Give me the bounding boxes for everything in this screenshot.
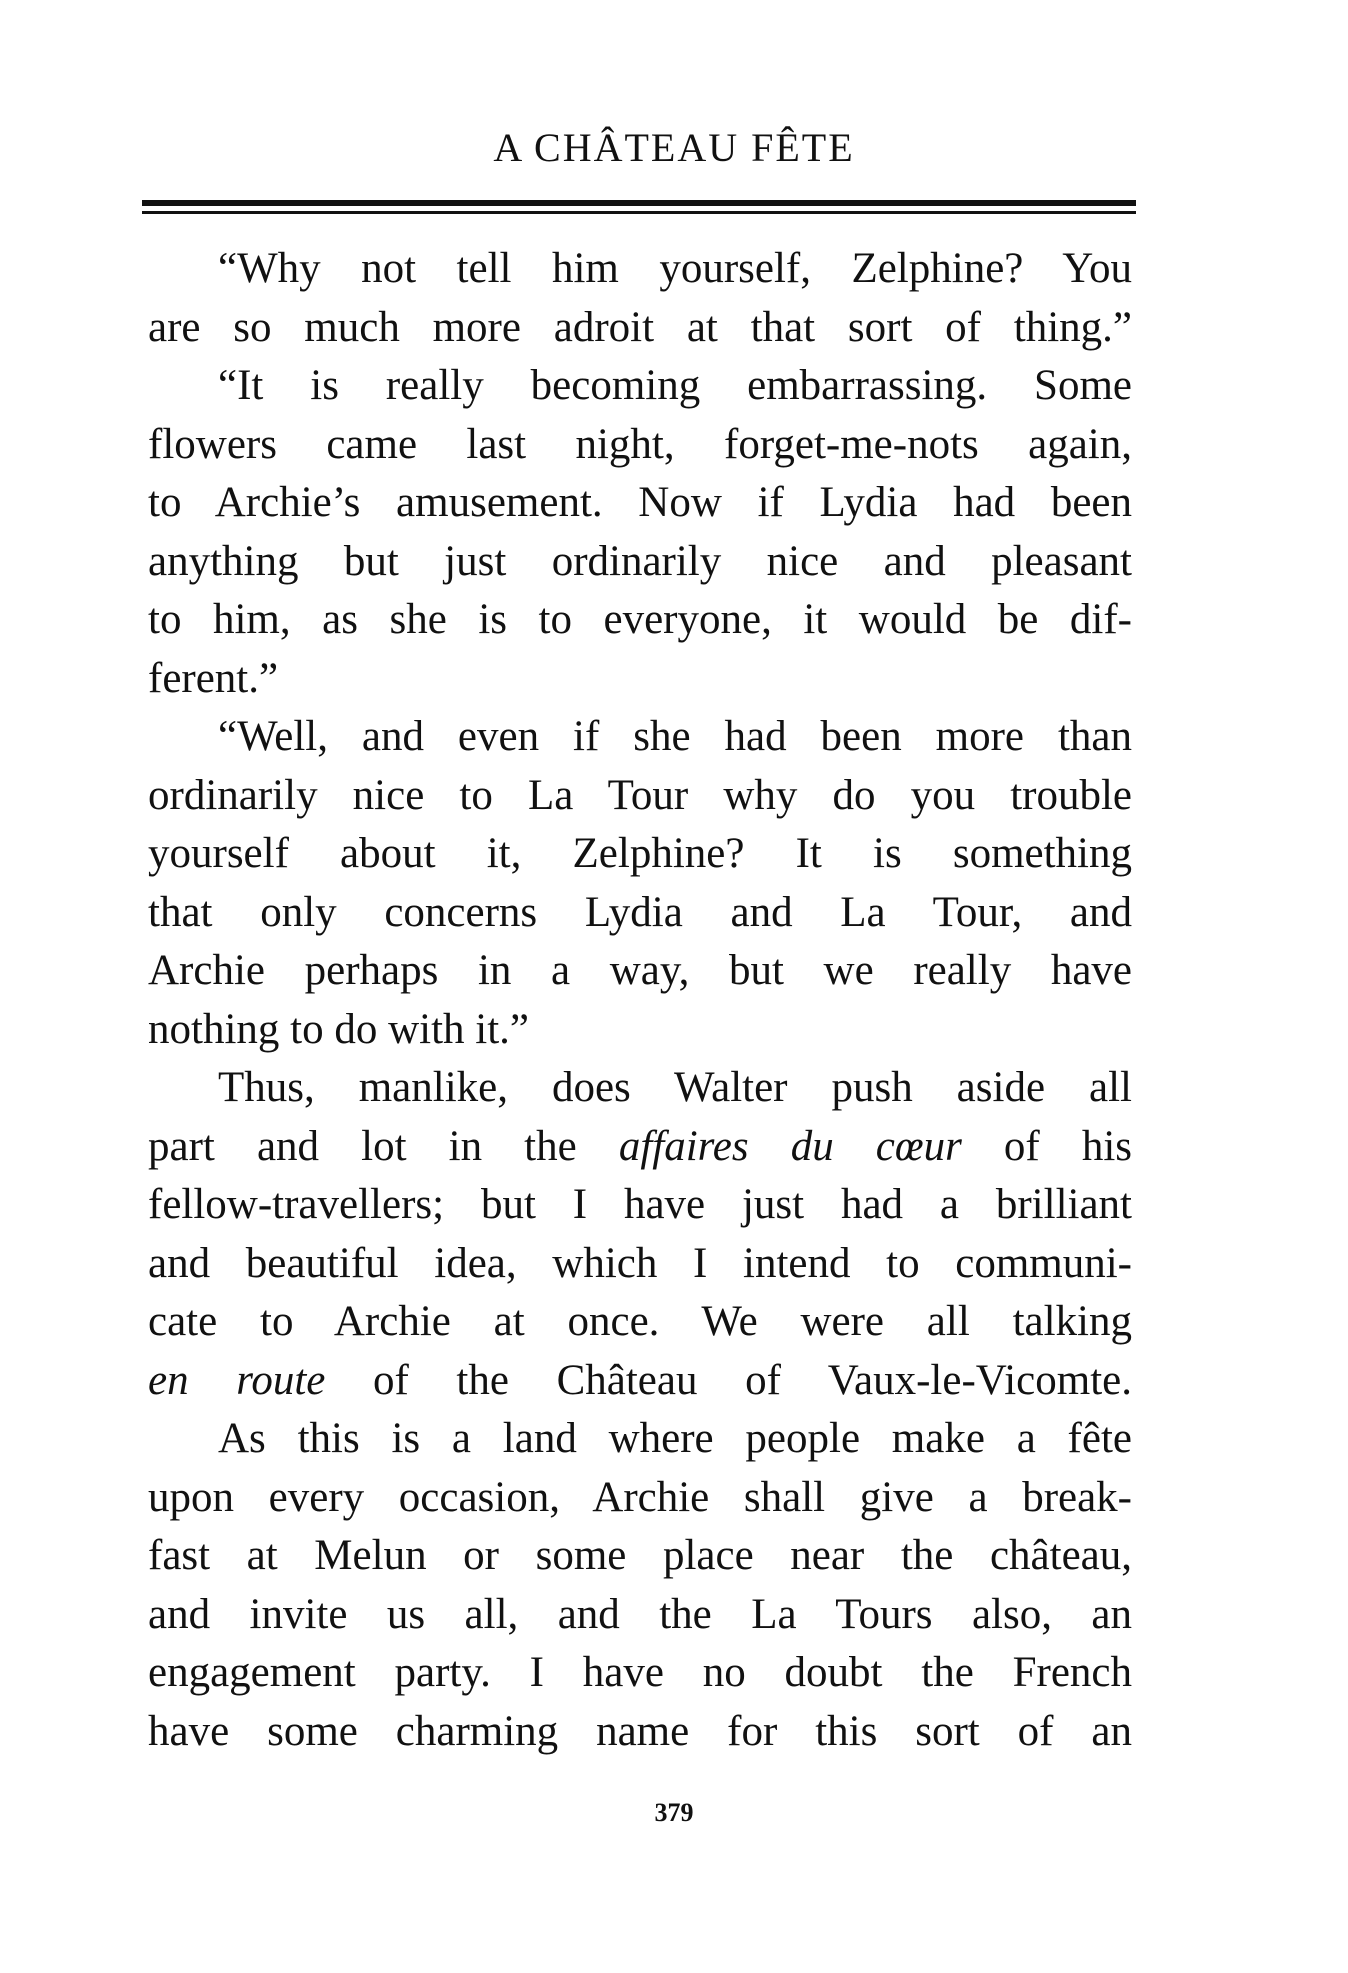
text-line: are so much more adroit at that sort of thing.” — [148, 303, 1132, 351]
text-line: As this is a land where people make a fête — [218, 1415, 1132, 1462]
text-line: to him, as she is to everyone, it would be dif- — [148, 596, 1132, 643]
body-text — [148, 240, 1132, 1761]
text-line: yourself about it, Zelphine? It is something — [148, 830, 1132, 877]
page-number: 379 — [654, 1798, 694, 1827]
text-line: to Archie’s amusement. Now if Lydia had been — [148, 479, 1132, 526]
text-line: flowers came last night, forget-me-nots again, — [148, 420, 1132, 468]
text-line: “Why not tell him yourself, Zelphine? You — [218, 245, 1132, 292]
text-run: of the Château of Vaux-le-Vicomte. — [373, 1356, 1133, 1404]
text-line: Thus, manlike, does Walter push aside all — [218, 1064, 1132, 1111]
text-run: part and lot in the — [148, 1122, 577, 1170]
text-line: ordinarily nice to La Tour why do you trouble — [148, 771, 1132, 819]
text-line: Archie perhaps in a way, but we really have — [148, 947, 1132, 994]
text-line: ferent.” — [148, 654, 279, 702]
text-line: and beautiful idea, which I intend to communi- — [148, 1239, 1132, 1287]
header-rule-thick — [142, 200, 1136, 206]
text-run: of his — [1003, 1122, 1133, 1170]
text-line: upon every occasion, Archie shall give a break- — [148, 1473, 1132, 1521]
header-rule-thin — [142, 211, 1136, 214]
text-line: anything but just ordinarily nice and pleasant — [148, 537, 1132, 585]
text-line: “Well, and even if she had been more than — [218, 713, 1132, 760]
text-line: nothing to do with it.” — [148, 1005, 530, 1053]
text-line: fellow-travellers; but I have just had a brilliant — [148, 1181, 1132, 1228]
italic-phrase: en route — [148, 1356, 326, 1404]
text-line-with-italic — [148, 1352, 1132, 1411]
text-line: that only concerns Lydia and La Tour, and — [148, 888, 1132, 936]
text-line-with-italic — [148, 1118, 1132, 1177]
text-line: fast at Melun or some place near the château, — [148, 1532, 1132, 1579]
text-line: and invite us all, and the La Tours also, an — [148, 1590, 1132, 1638]
text-line: engagement party. I have no doubt the French — [148, 1649, 1132, 1696]
running-head: A CHÂTEAU FÊTE — [493, 125, 855, 170]
italic-phrase: affaires du cœur — [618, 1122, 962, 1170]
text-line: have some charming name for this sort of an — [148, 1707, 1132, 1755]
text-line: cate to Archie at once. We were all talking — [148, 1298, 1132, 1345]
text-line: “It is really becoming embarrassing. Some — [218, 362, 1132, 409]
